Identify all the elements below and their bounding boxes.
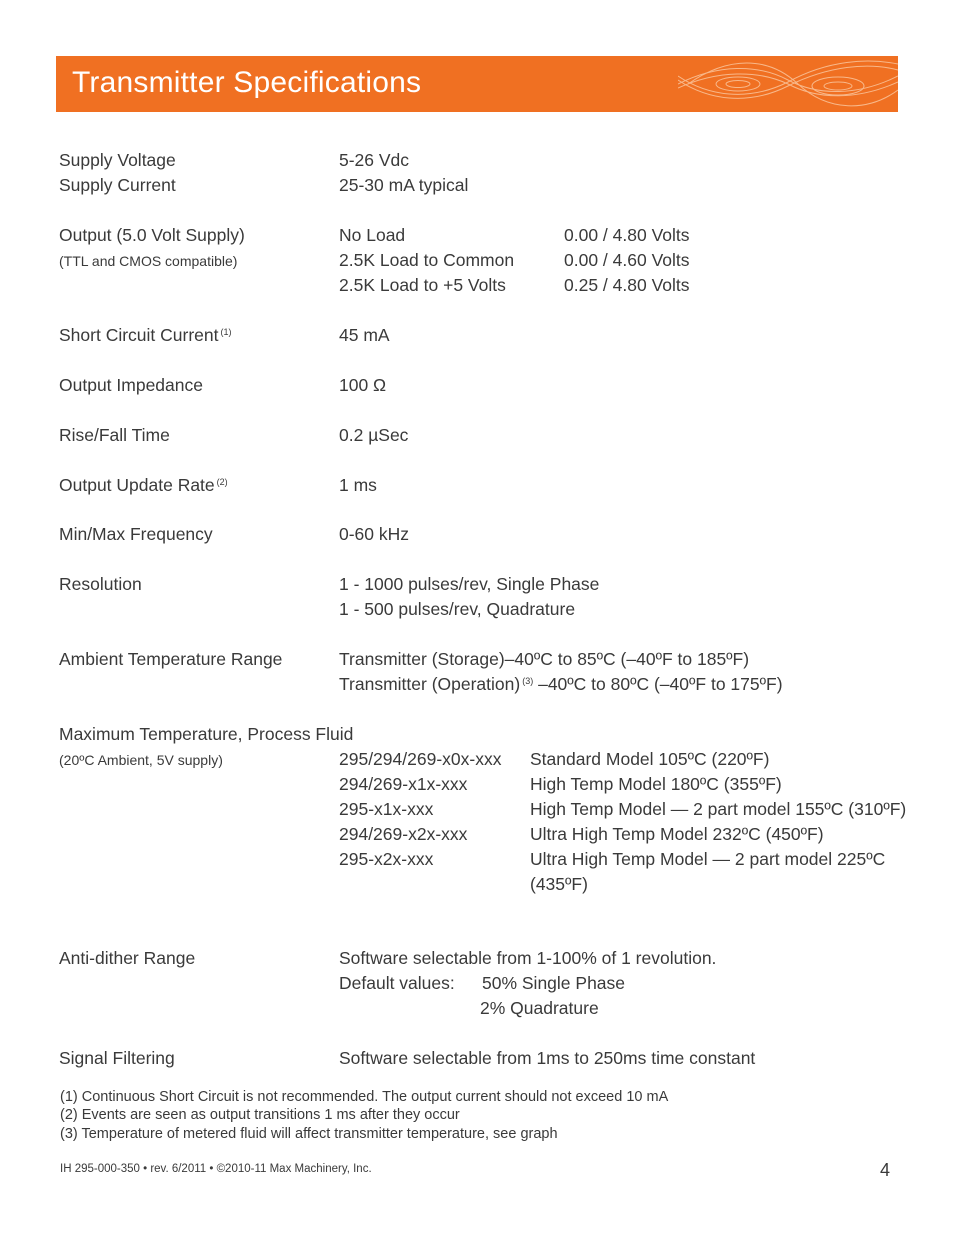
wave-pattern-icon bbox=[678, 56, 898, 112]
supply-voltage-value: 5-26 Vdc bbox=[339, 150, 410, 170]
frequency-value: 0-60 kHz bbox=[339, 524, 410, 544]
model-desc: Ultra High Temp Model 232ºC (450ºF) bbox=[530, 824, 824, 844]
rise-fall-value: 0.2 µSec bbox=[339, 425, 409, 445]
model-desc: High Temp Model 180ºC (355ºF) bbox=[530, 774, 782, 794]
document-footer: IH 295-000-350 • rev. 6/2011 • ©2010-11 Max Machinery, Inc. bbox=[60, 1163, 372, 1175]
anti-dither-default-single: 50% Single Phase bbox=[482, 973, 626, 993]
ambient-operation-value bbox=[339, 673, 783, 695]
frequency-label: Min/Max Frequency bbox=[59, 524, 213, 544]
footnote: (3) Temperature of metered fluid will affect transmitter temperature, see graph bbox=[60, 1126, 558, 1142]
output-load: 2.5K Load to Common bbox=[339, 250, 515, 270]
resolution-value: 1 - 1000 pulses/rev, Single Phase bbox=[339, 574, 600, 594]
resolution-label: Resolution bbox=[59, 574, 142, 594]
footnote: (2) Events are seen as output transitions 1 ms after they occur bbox=[60, 1107, 460, 1123]
output-label: Output (5.0 Volt Supply) bbox=[59, 225, 245, 245]
anti-dither-label: Anti-dither Range bbox=[59, 948, 196, 968]
output-volts: 0.00 / 4.80 Volts bbox=[564, 225, 690, 245]
model-number: 295/294/269-x0x-xxx bbox=[339, 749, 502, 769]
supply-current-label: Supply Current bbox=[59, 175, 176, 195]
output-volts: 0.00 / 4.60 Volts bbox=[564, 250, 690, 270]
ambient-operation-prefix: Transmitter (Operation) bbox=[339, 674, 521, 694]
footnote-ref: (1) bbox=[220, 327, 232, 337]
update-rate-value: 1 ms bbox=[339, 475, 377, 495]
short-circuit-label-text: Short Circuit Current bbox=[59, 325, 219, 345]
page-title: Transmitter Specifications bbox=[72, 66, 422, 99]
footnote-ref: (3) bbox=[522, 676, 534, 686]
model-number: 295-x1x-xxx bbox=[339, 799, 434, 819]
ambient-operation-range: –40ºC to 80ºC (–40ºF to 175ºF) bbox=[533, 674, 783, 694]
rise-fall-label: Rise/Fall Time bbox=[59, 425, 170, 445]
signal-filtering-value: Software selectable from 1ms to 250ms time constant bbox=[339, 1048, 756, 1068]
model-desc: High Temp Model — 2 part model 155ºC (310ºF) bbox=[530, 799, 907, 819]
model-desc: Standard Model 105ºC (220ºF) bbox=[530, 749, 770, 769]
update-rate-label bbox=[59, 474, 228, 496]
model-number: 294/269-x1x-xxx bbox=[339, 774, 468, 794]
model-desc-continued: (435ºF) bbox=[530, 874, 588, 894]
anti-dither-defaults-label: Default values: bbox=[339, 973, 455, 993]
footnote-ref: (2) bbox=[216, 477, 228, 487]
short-circuit-value: 45 mA bbox=[339, 325, 390, 345]
short-circuit-label bbox=[59, 324, 232, 346]
page-number: 4 bbox=[880, 1160, 891, 1180]
resolution-value: 1 - 500 pulses/rev, Quadrature bbox=[339, 599, 576, 619]
model-number: 295-x2x-xxx bbox=[339, 849, 434, 869]
max-temp-sublabel: (20ºC Ambient, 5V supply) bbox=[59, 752, 223, 768]
model-number: 294/269-x2x-xxx bbox=[339, 824, 468, 844]
footnote: (1) Continuous Short Circuit is not recommended. The output current should not exceed 10 mA bbox=[60, 1089, 669, 1105]
output-sublabel: (TTL and CMOS compatible) bbox=[59, 253, 238, 269]
output-load: No Load bbox=[339, 225, 406, 245]
signal-filtering-label: Signal Filtering bbox=[59, 1048, 175, 1068]
output-volts: 0.25 / 4.80 Volts bbox=[564, 275, 690, 295]
max-temp-label: Maximum Temperature, Process Fluid bbox=[59, 724, 354, 744]
output-impedance-label: Output Impedance bbox=[59, 375, 203, 395]
output-load: 2.5K Load to +5 Volts bbox=[339, 275, 506, 295]
ambient-temp-label: Ambient Temperature Range bbox=[59, 649, 283, 669]
anti-dither-value: Software selectable from 1-100% of 1 revolution. bbox=[339, 948, 717, 968]
title-banner bbox=[56, 56, 898, 112]
model-desc: Ultra High Temp Model — 2 part model 225ºC bbox=[530, 849, 886, 869]
output-impedance-value: 100 Ω bbox=[339, 375, 387, 395]
supply-voltage-label: Supply Voltage bbox=[59, 150, 176, 170]
anti-dither-default-quad: 2% Quadrature bbox=[480, 998, 599, 1018]
supply-current-value: 25-30 mA typical bbox=[339, 175, 469, 195]
update-rate-label-text: Output Update Rate bbox=[59, 475, 215, 495]
ambient-storage-value: Transmitter (Storage)–40ºC to 85ºC (–40ºF to 185ºF) bbox=[339, 649, 750, 669]
